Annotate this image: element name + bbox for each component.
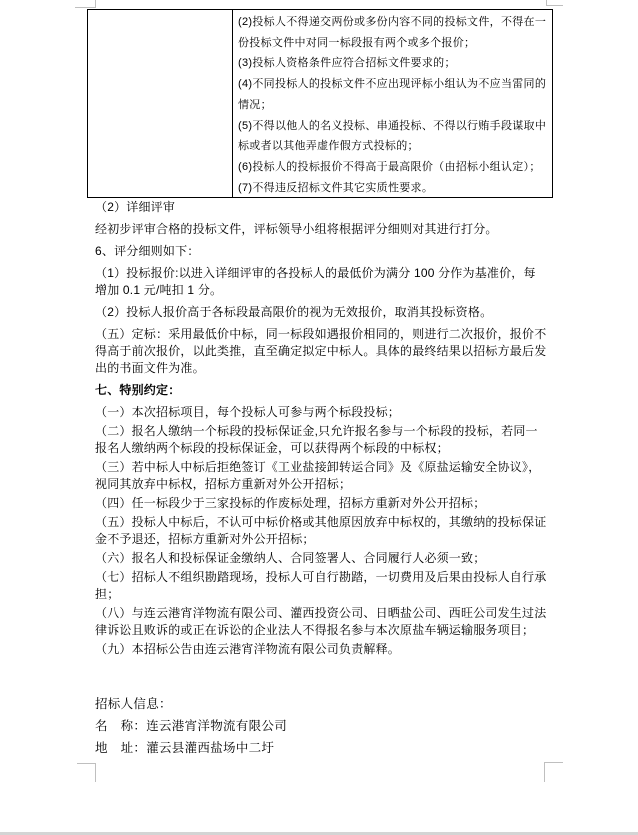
criteria-item: (3)投标人资格条件应符合招标文件要求的；: [238, 57, 456, 70]
table-cell-left-empty: [88, 10, 233, 197]
body-paragraph: （1）投标报价:以进入详细评审的各投标人的最低价为满分 100 分作为基准价，每增加 0.1 元/吨扣 1 分。: [95, 266, 536, 297]
body-paragraph: 6、评分细则如下：: [95, 244, 200, 258]
margin-mark-bottom-left-icon: [77, 763, 96, 764]
criteria-item: (4)不同投标人的投标文件不应出现评标小组认为不应当雷同的情况；: [238, 78, 547, 111]
body-paragraph: （一）本次招标项目，每个投标人可参与两个标段投标；: [95, 405, 401, 419]
body-paragraph: （三）若中标人中标后拒绝签订《工业盐接卸转运合同》及《原盐运输安全协议》，视同其放弃中标权，招标方重新对外公开招标；: [95, 460, 541, 491]
margin-mark-top-right-icon: [546, 5, 563, 6]
body-paragraph: （九）本招标公告由连云港宵洋物流有限公司负责解释。: [95, 642, 401, 656]
evaluation-criteria-table: [87, 9, 553, 198]
body-paragraph: （四）任一标段少于三家投标的作废标处理，招标方重新对外公开招标；: [95, 496, 486, 510]
bidder-info-line: 名 称：连云港宵洋物流有限公司: [95, 719, 288, 733]
bidder-info-line: 地 址：灌云县灌西盐场中二圩: [95, 741, 275, 755]
body-paragraph: （五）投标人中标后，不认可中标价格或其他原因放弃中标权的，其缴纳的投标保证金不予退还，招标方重新对外公开招标；: [95, 515, 547, 546]
bidder-info-block: [95, 693, 547, 759]
margin-mark-bottom-left-icon: [95, 763, 96, 782]
criteria-item: (7)不得违反招标文件其它实质性要求。: [238, 181, 434, 194]
body-paragraph: （2）投标人报价高于各标段最高限价的视为无效报价，取消其投标资格。: [95, 305, 493, 319]
body-paragraph: 经初步评审合格的投标文件，评标领导小组将根据评分细则对其进行打分。: [95, 222, 498, 236]
margin-mark-bottom-right-icon: [544, 762, 545, 782]
criteria-item: (6)投标人的投标报价不得高于最高限价（由招标小组认定）；: [238, 160, 541, 173]
body-paragraph: （七）招标人不组织勘踏现场，投标人可自行勘踏，一切费用及后果由投标人自行承担；: [95, 570, 547, 601]
body-paragraph: （五）定标：采用最低价中标，同一标段如遇报价相同的，则进行二次报价，报价不得高于前次报价，以此类推，直至确定拟定中标人。具体的最终结果以招标方最后发出的书面文件为准。: [95, 327, 547, 375]
criteria-item: (2)投标人不得递交两份或多份内容不同的投标文件，不得在一份投标文件中对同一标段报有两个或多个报价；: [238, 16, 547, 49]
margin-mark-bottom-right-icon: [544, 762, 563, 763]
document-body: [95, 199, 547, 660]
body-paragraph: （六）报名人和投标保证金缴纳人、合同签署人、合同履行人必须一致；: [95, 551, 486, 565]
bidder-info-line: 招标人信息：: [95, 697, 172, 711]
criteria-item: (5)不得以他人的名义投标、串通投标、不得以行贿手段谋取中标或者以其他弄虚作假方式投标的；: [238, 119, 547, 153]
body-paragraph: （八）与连云港宵洋物流有限公司、灌西投资公司、日晒盐公司、西旺公司发生过法律诉讼且败诉的或正在诉讼的企业法人不得报名参与本次原盐车辆运输服务项目；: [95, 606, 547, 637]
body-paragraph: 七、特别约定：: [95, 383, 181, 397]
margin-mark-top-left-icon: [75, 7, 96, 8]
table-cell-criteria: [233, 10, 552, 197]
body-paragraph: （二）报名人缴纳一个标段的投标保证金,只允许报名参与一个标段的投标，若同一报名人缴纳两个标段的投标保证金，可以获得两个标段的中标权；: [95, 424, 538, 455]
body-paragraph: （2）详细评审: [95, 200, 176, 214]
